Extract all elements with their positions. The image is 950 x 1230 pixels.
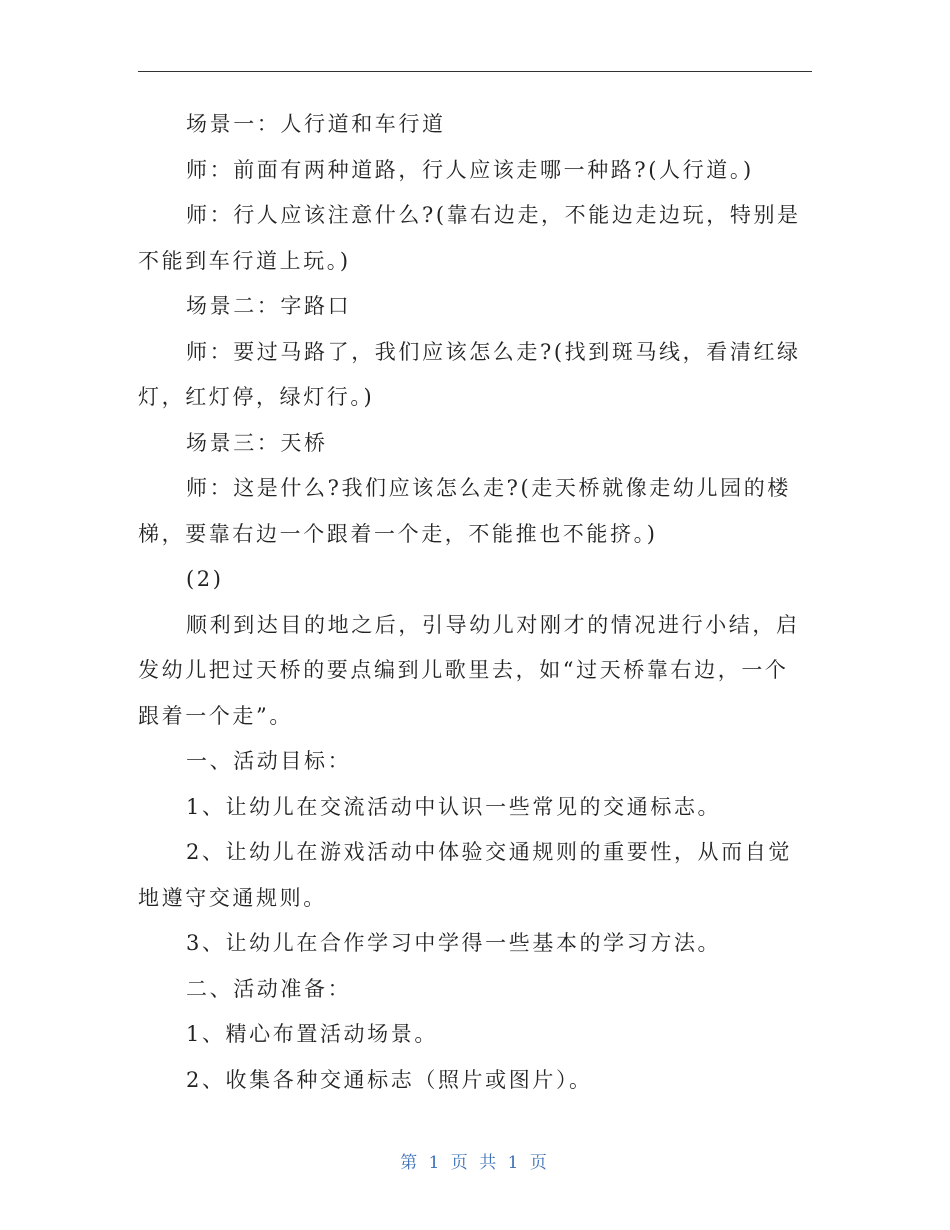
section-heading-preparation: 二、活动准备：	[186, 976, 352, 1001]
document-body	[138, 102, 812, 1103]
preparation-item-1: 1、精心布置活动场景。	[186, 1022, 438, 1046]
page-number-footer: 第 1 页 共 1 页	[400, 1153, 550, 1173]
paragraph-scene-one-heading: 场景一：人行道和车行道	[186, 112, 446, 136]
paragraph-dialogue-pedestrian-attention: 师：行人应该注意什么?(靠右边走，不能边走边玩，特别是不能到车行道上玩。)	[138, 203, 801, 273]
paragraph-dialogue-overpass: 师：这是什么?我们应该怎么走?(走天桥就像走幼儿园的楼梯，要靠右边一个跟着一个走，不能推也不能挤。)	[138, 476, 791, 546]
objective-item-3: 3、让幼儿在合作学习中学得一些基本的学习方法。	[186, 931, 722, 955]
paragraph-step-marker: (2)	[186, 567, 224, 591]
paragraph-scene-three-heading: 场景三：天桥	[186, 430, 328, 455]
paragraph-summary: 顺利到达目的地之后，引导幼儿对刚才的情况进行小结，启发幼儿把过天桥的要点编到儿歌里去，如“过天桥靠右边，一个跟着一个走”。	[138, 612, 800, 728]
objective-item-2: 2、让幼儿在游戏活动中体验交通规则的重要性，从而自觉地遵守交通规则。	[138, 840, 792, 910]
preparation-item-2: 2、收集各种交通标志（照片或图片）。	[186, 1067, 593, 1092]
header-rule	[138, 71, 812, 72]
paragraph-dialogue-crossing-road: 师：要过马路了，我们应该怎么走?(找到斑马线，看清红绿灯，红灯停，绿灯行。)	[138, 339, 801, 409]
paragraph-scene-two-heading: 场景二：字路口	[186, 294, 352, 318]
paragraph-dialogue-road-types: 师：前面有两种道路，行人应该走哪一种路?(人行道。)	[186, 157, 754, 182]
section-heading-objectives: 一、活动目标：	[186, 749, 352, 773]
objective-item-1: 1、让幼儿在交流活动中认识一些常见的交通标志。	[186, 794, 722, 819]
